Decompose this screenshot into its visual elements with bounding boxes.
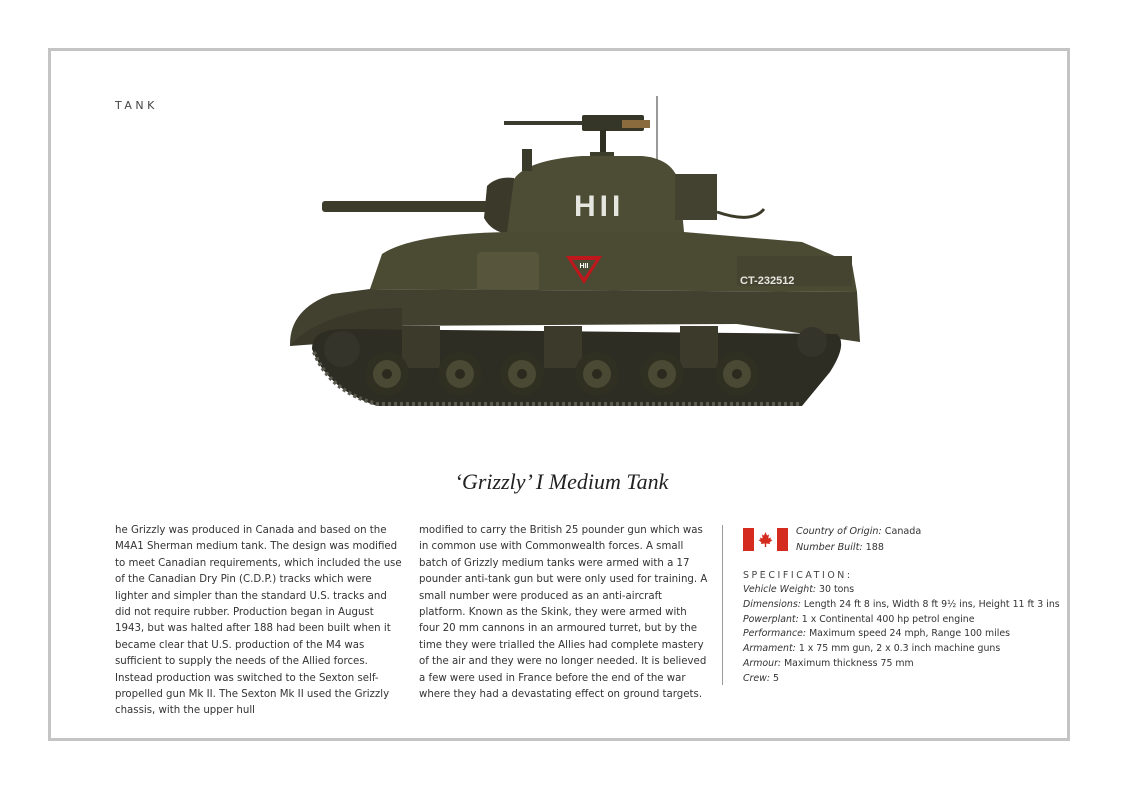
tank-illustration: [282, 94, 867, 412]
specification-heading: SPECIFICATION:: [743, 570, 853, 581]
category-label: TANK: [115, 99, 158, 112]
page-title: ‘Grizzly’ I Medium Tank: [454, 469, 669, 494]
spec-crew: Crew: 5: [743, 672, 779, 684]
spec-armament: Armament: 1 x 75 mm gun, 2 x 0.3 inch machine guns: [743, 643, 1001, 655]
column-divider: [722, 525, 723, 685]
main-gun-barrel: [322, 201, 507, 212]
description-column-2: modified to carry the British 25 pounder gun which was in common use with Commonwealth forces. A small batch of Grizzly medium tanks were armed with a 17 pounder anti-tank gun but were only used for training. A small number were produced as an anti-aircraft platform. Known as the Skink, they were armed with four 20 mm cannons in an armoured turret, but by the time they were trialled the Allies had complete mastery of the air and they were no longer needed. It is believed a few were used in France before the end of the war where they had a devastating effect on ground targets.: [419, 525, 708, 701]
country-of-origin: Country of Origin: Canada: [796, 526, 922, 537]
turret-code: HII: [574, 190, 625, 223]
spec-performance: Performance: Maximum speed 24 mph, Range 100 miles: [743, 628, 1010, 640]
description-column-1: he Grizzly was produced in Canada and based on the M4A1 Sherman medium tank. The design was modified to meet Canadian requirements, which included the use of the Canadian Dry Pin (C.D.P.) tracks which were lighter and simpler than the standard U.S. tracks and did not require rubber. Production began in August 1943, but was halted after 188 had been built when it became clear that U.S. production of the M4 was sufficient to supply the needs of the Allied forces. Instead production was switched to the Sexton self-propelled gun Mk II. The Sexton Mk II used the Grizzly chassis, with the upper hull: [115, 525, 402, 717]
spec-armour: Armour: Maximum thickness 75 mm: [743, 657, 914, 669]
spec-vehicle-weight: Vehicle Weight: 30 tons: [743, 584, 855, 595]
origin-info: [796, 524, 921, 556]
spec-powerplant: Powerplant: 1 x Continental 400 hp petrol engine: [743, 613, 975, 625]
stowage-box: [675, 174, 717, 220]
number-built: Number Built: 188: [796, 542, 884, 553]
triangle-code: HII: [579, 263, 589, 270]
serial-number: CT-232512: [740, 275, 795, 287]
canada-flag-icon: [743, 528, 788, 551]
spec-dimensions: Dimensions: Length 24 ft 8 ins, Width 8 ft 9½ ins, Height 11 ft 3 ins: [743, 598, 1060, 610]
specification-list: [743, 583, 1060, 687]
